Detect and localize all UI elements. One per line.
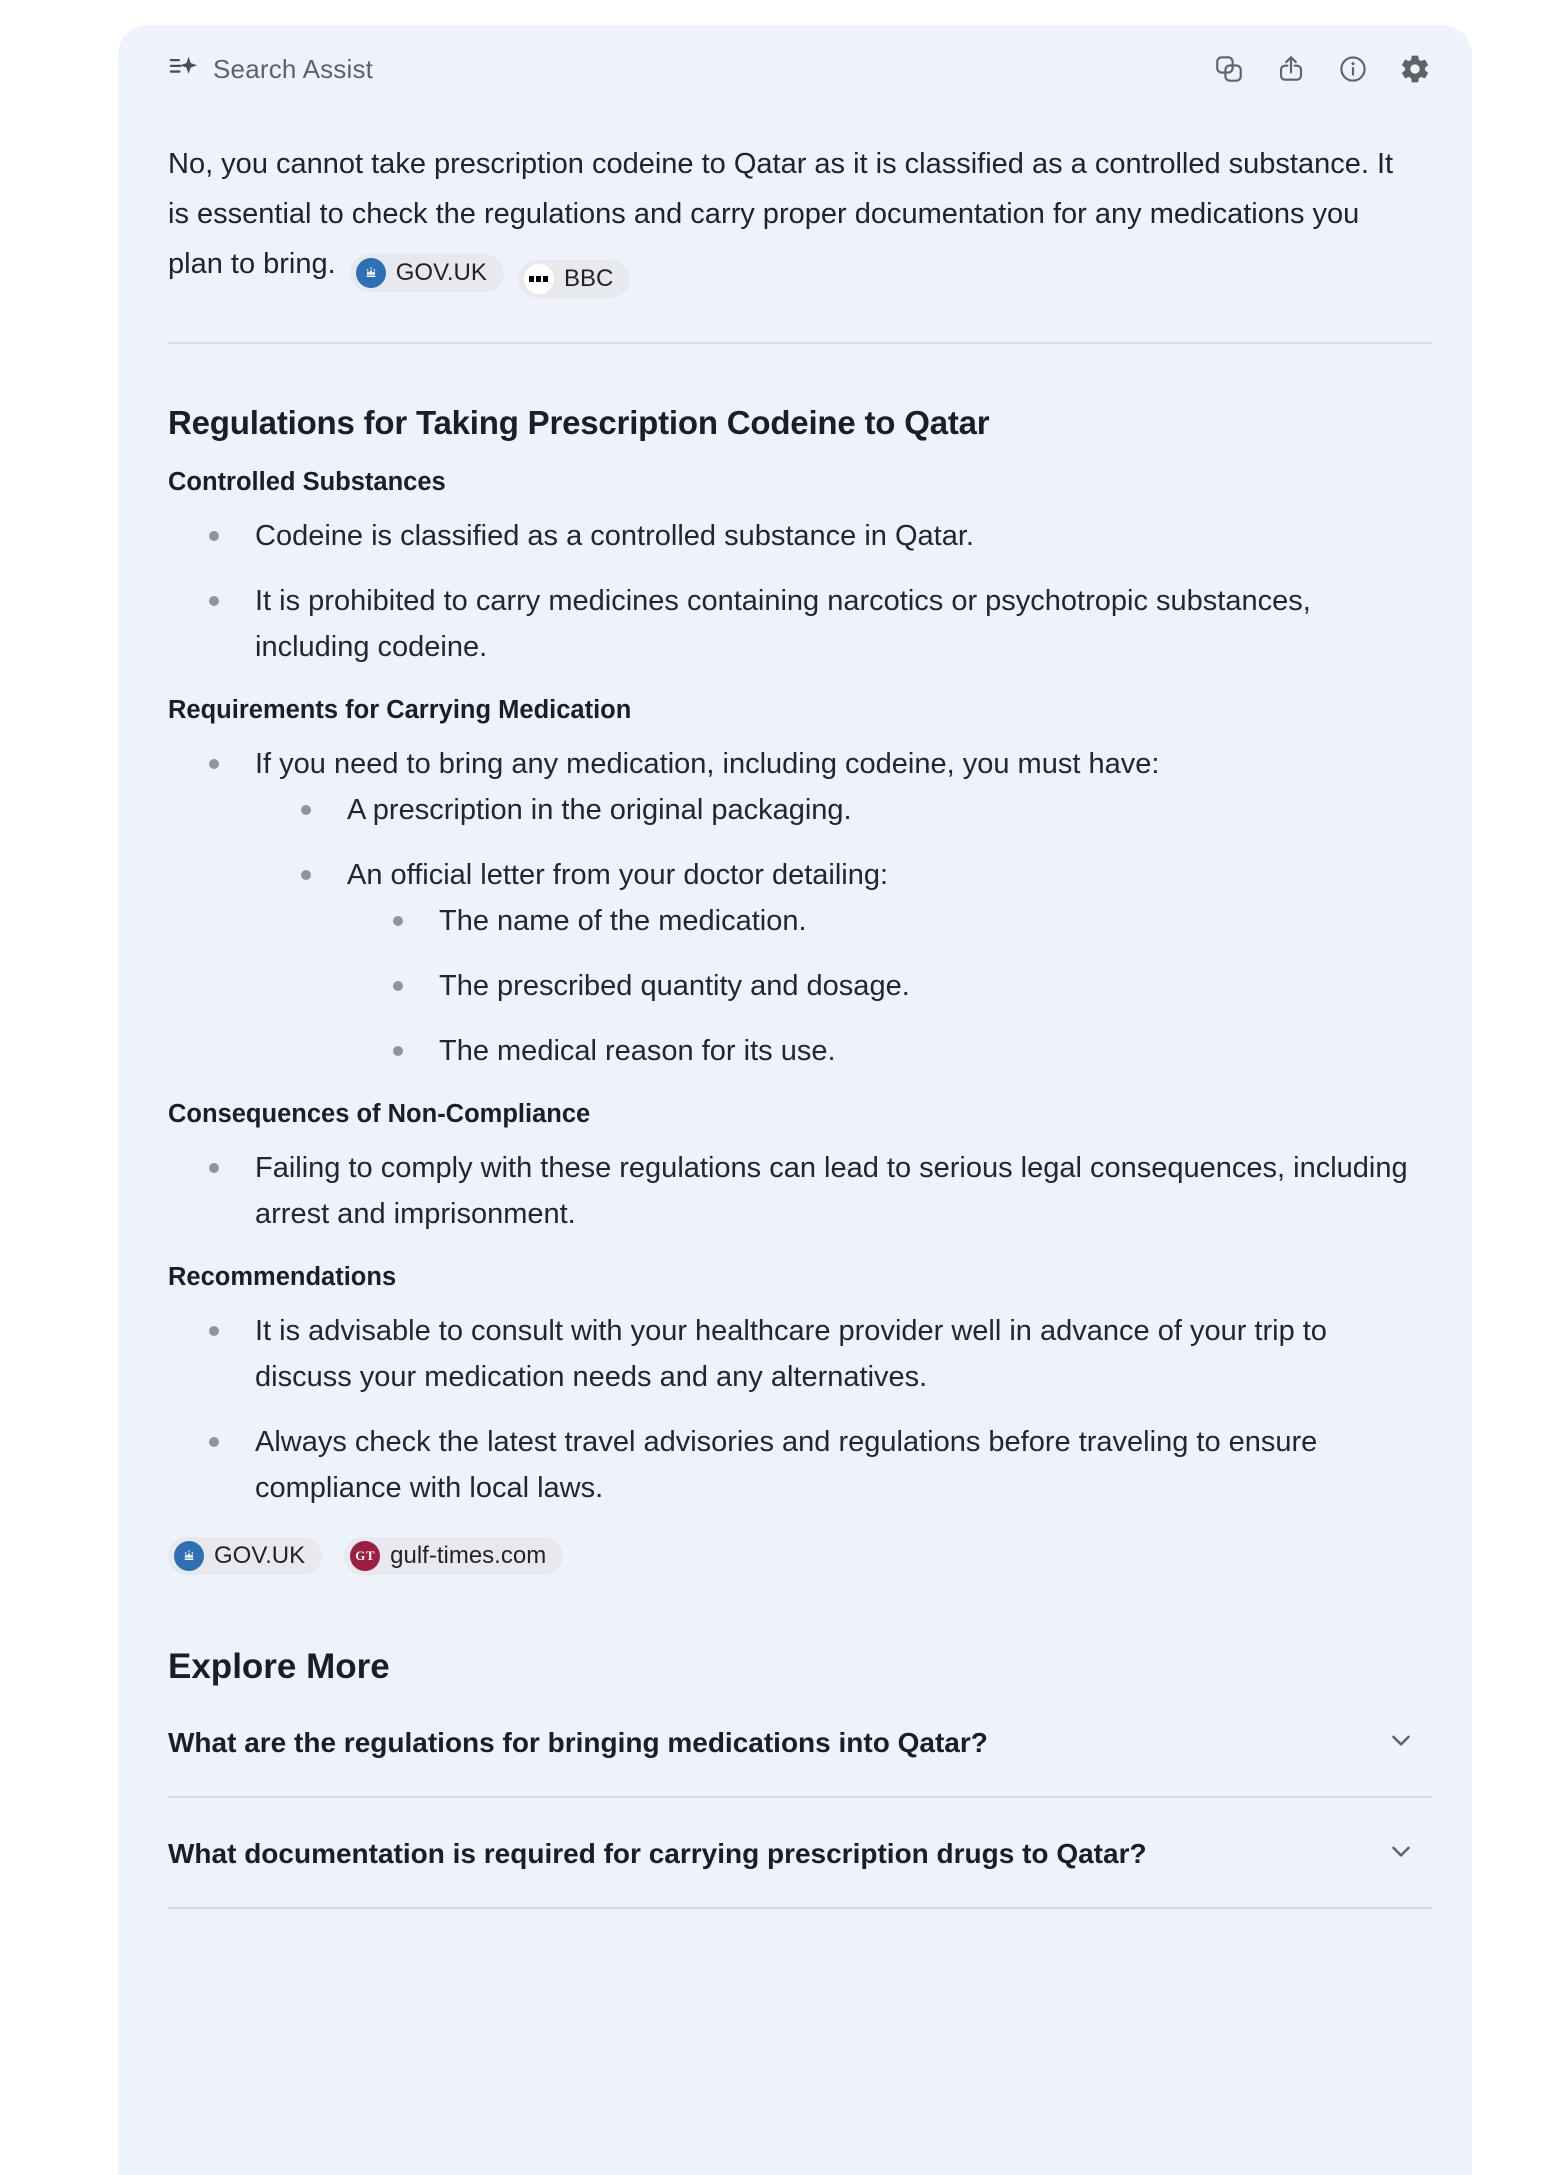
article-title: Regulations for Taking Prescription Codeine to Qatar [168, 404, 990, 441]
list-item: An official letter from your doctor detailing: The name of the medication. The prescribed quantity and dosage. The medical reason for its use. [301, 852, 1432, 1074]
info-icon [1337, 53, 1369, 85]
source-chip-gulf-times[interactable] [344, 1537, 563, 1575]
share-icon [1275, 53, 1307, 85]
list-item: If you need to bring any medication, including codeine, you must have: A prescription in the original packaging. An official letter from your doctor detailing: The name of the medication. The prescribed quantity and dosage. The medical reason for its use. [209, 741, 1432, 1074]
source-chip-bbc[interactable] [518, 260, 630, 298]
sparkle-lines-icon [168, 52, 200, 87]
section-divider [168, 342, 1432, 344]
bullet-list [209, 1308, 1432, 1511]
explore-question-text: What are the regulations for bringing medications into Qatar? [168, 1726, 988, 1758]
copy-button[interactable] [1212, 52, 1246, 86]
list-item: It is prohibited to carry medicines containing narcotics or psychotropic substances, including codeine. [209, 578, 1432, 670]
explore-question-text: What documentation is required for carrying prescription drugs to Qatar? [168, 1837, 1147, 1869]
govuk-crown-icon [174, 1541, 204, 1571]
list-item: The name of the medication. [393, 898, 1432, 944]
article-sources [168, 1537, 1432, 1575]
card-header [168, 49, 1432, 89]
source-chip-label: gulf-times.com [390, 1542, 547, 1569]
gulf-times-icon: GT [350, 1541, 380, 1571]
page-title: Search Assist [213, 53, 374, 84]
source-chip-label: GOV.UK [395, 259, 487, 286]
list-item: It is advisable to consult with your healthcare provider well in advance of your trip to discuss your medication needs and any alternatives. [209, 1308, 1432, 1400]
list-item: Codeine is classified as a controlled substance in Qatar. [209, 513, 1432, 559]
section-heading-consequences: Consequences of Non-Compliance [168, 1100, 591, 1128]
settings-button[interactable] [1398, 52, 1432, 86]
explore-more-title: Explore More [168, 1647, 390, 1686]
bullet-list [209, 741, 1432, 1074]
section-heading-requirements: Requirements for Carrying Medication [168, 696, 632, 724]
copy-icon [1213, 53, 1245, 85]
list-item: The medical reason for its use. [393, 1028, 1432, 1074]
explore-question-row[interactable] [168, 1687, 1432, 1798]
gear-icon [1399, 53, 1431, 85]
nested-bullet-list [301, 787, 1432, 1074]
explore-question-row[interactable] [168, 1798, 1432, 1909]
info-button[interactable] [1336, 52, 1370, 86]
brand [168, 52, 373, 87]
header-actions [1212, 52, 1432, 86]
list-item: A prescription in the original packaging. [301, 787, 1432, 833]
list-item: The prescribed quantity and dosage. [393, 963, 1432, 1009]
source-chip-label: GOV.UK [214, 1542, 306, 1569]
source-chip-govuk[interactable] [350, 254, 504, 292]
list-item: Always check the latest travel advisories and regulations before traveling to ensure compliance with local laws. [209, 1419, 1432, 1511]
search-assist-card [118, 25, 1472, 2175]
nested-bullet-list [393, 898, 1432, 1074]
bullet-list [209, 513, 1432, 670]
list-item: Failing to comply with these regulations can lead to serious legal consequences, including arrest and imprisonment. [209, 1145, 1432, 1237]
answer-paragraph [168, 139, 1406, 298]
section-heading-controlled-substances: Controlled Substances [168, 468, 446, 496]
share-button[interactable] [1274, 52, 1308, 86]
chevron-down-icon[interactable] [1386, 1725, 1416, 1760]
answer-text: No, you cannot take prescription codeine to Qatar as it is classified as a controlled substance. It is essential to check the regulations and carry proper documentation for any medications you plan to bring. [168, 148, 1394, 280]
source-chip-label: BBC [563, 265, 614, 292]
chevron-down-icon[interactable] [1386, 1836, 1416, 1871]
bbc-blocks-icon [524, 264, 554, 294]
govuk-crown-icon [356, 258, 386, 288]
bullet-list [209, 1145, 1432, 1237]
section-heading-recommendations: Recommendations [168, 1263, 397, 1291]
source-chip-govuk[interactable] [168, 1537, 322, 1575]
